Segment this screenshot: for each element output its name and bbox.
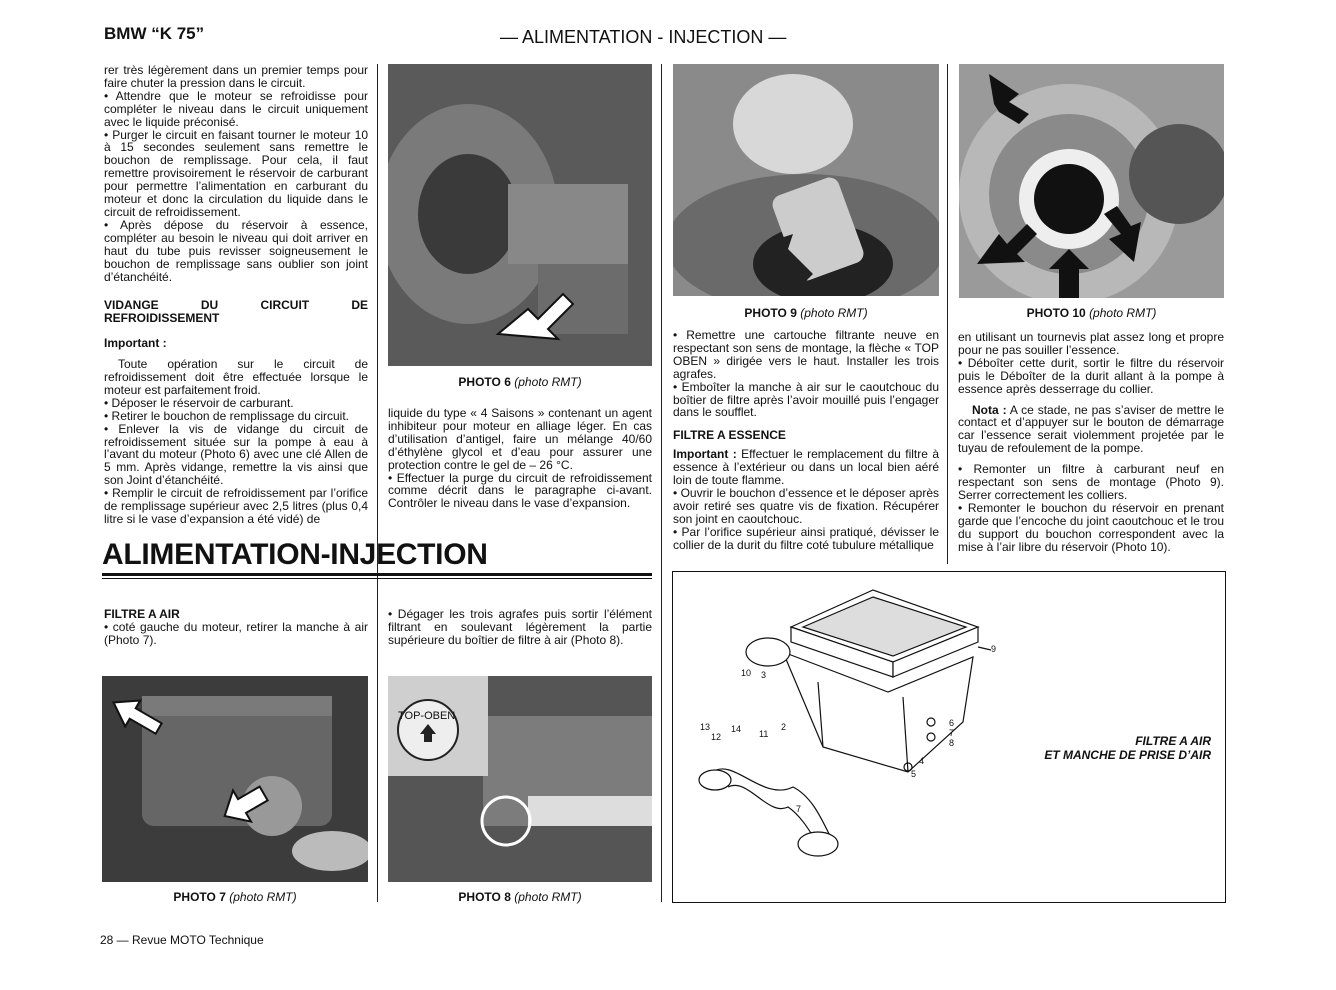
paragraph: • Déposer le réservoir de carburant.: [104, 395, 294, 410]
section-heading: FILTRE A ESSENCE: [673, 428, 786, 443]
caption-label: PHOTO 9: [744, 306, 797, 320]
caption-credit: (photo RMT): [800, 306, 868, 320]
page-footer: 28 — Revue MOTO Technique: [100, 933, 264, 947]
photo-10-caption: [959, 306, 1224, 320]
air-box-photo-image: [102, 676, 368, 882]
paragraph: rer très légèrement dans un premier temps pour faire chuter la pression dans le circuit.: [104, 63, 368, 90]
tank-cap-photo-image: [959, 64, 1224, 298]
caption-label: PHOTO 6: [458, 375, 511, 389]
important-label: Important :: [104, 336, 167, 351]
callout-6: 6: [949, 718, 955, 728]
paragraph: • Dégager les trois agrafes puis sortir l’élément filtrant en soulevant légèrement la partie supérieure du boîtier de filtre à air (Photo 8).: [388, 607, 652, 647]
callout-2: 2: [781, 722, 787, 732]
photo-8-caption: [388, 890, 652, 904]
important-label: Important :: [673, 447, 737, 462]
engine-photo-image: [388, 64, 652, 366]
title-rule: [102, 578, 652, 579]
callout-3: 3: [761, 670, 767, 680]
photo-6-caption: [388, 375, 652, 389]
callout-4: 4: [919, 756, 925, 766]
caption-credit: (photo RMT): [229, 890, 297, 904]
diagram-title-line1: FILTRE A AIR: [1135, 734, 1211, 748]
caption-label: PHOTO 7: [173, 890, 226, 904]
callout-10: 10: [741, 668, 752, 678]
caption-label: PHOTO 8: [458, 890, 511, 904]
paragraph: • Remonter le bouchon du réservoir en prenant garde que l’encoche du joint caoutchouc et le trou du support du bouchon correspondent avec la mise à l’air libre du réservoir (Photo 10).: [958, 500, 1224, 554]
column-1-text: [104, 64, 368, 526]
top-oben-label: TOP-OBEN: [398, 710, 456, 722]
filtre-air-text: [104, 608, 368, 647]
paragraph: • Par l’orifice supérieur ainsi pratiqué, dévisser le collier de la durit du filtre coté tubulure métallique: [673, 524, 939, 552]
callout-14: 14: [731, 724, 742, 734]
column-2-text: [388, 407, 652, 510]
column-4-text: [958, 331, 1224, 554]
paragraph: • Enlever la vis de vidange du circuit de refroidissement située sur la pompe à eau à l’avant du moteur (Photo 6) avec une clé Allen de 5 mm. Après vidange, remettre la vis ainsi que son Joint d’étanchéité.: [104, 421, 368, 488]
caption-credit: (photo RMT): [514, 375, 582, 389]
fuel-filter-photo-image: [673, 64, 939, 296]
callout-7b: 7: [796, 804, 802, 814]
page-header-left: BMW “K 75”: [104, 24, 205, 43]
section-title: ALIMENTATION-INJECTION: [102, 538, 488, 571]
page-header-center: — ALIMENTATION - INJECTION —: [500, 27, 787, 47]
photo-10: [959, 64, 1224, 298]
photo-9: [673, 64, 939, 296]
paragraph: • Après dépose du réservoir à essence, compléter au besoin le niveau qui doit arriver en haut du tube puis revisser soigneusement le bouchon de remplissage sans oublier son joint d’étanchéité.: [104, 217, 368, 284]
callout-5: 5: [911, 769, 917, 779]
callout-11: 11: [759, 729, 769, 739]
paragraph: • Remplir le circuit de refroidissement par l’orifice de remplissage supérieur avec 2,5 litres (plus 0,4 litre si le vase d’expansion a été vidé) de: [104, 486, 368, 526]
callout-7: 7: [949, 728, 955, 738]
filtre-air-text-2: [388, 608, 652, 647]
column-3-text: [673, 329, 939, 552]
exploded-diagram: [672, 571, 1226, 903]
paragraph: • Remettre une cartouche filtrante neuve en respectant son sens de montage, la flèche « TOP OBEN » dirigée vers le haut. Installer les trois agrafes.: [673, 328, 939, 381]
diagram-title: [1025, 734, 1211, 762]
diagram-title-line2: ET MANCHE DE PRISE D’AIR: [1044, 748, 1211, 762]
column-divider: [377, 64, 378, 902]
photo-7: [102, 676, 368, 882]
paragraph: en utilisant un tournevis plat assez long et propre pour ne pas souiller l’essence.: [958, 330, 1224, 357]
paragraph: • coté gauche du moteur, retirer la manche à air (Photo 7).: [104, 619, 368, 647]
paragraph: • Remonter un filtre à carburant neuf en respectant son sens de montage (Photo 9). Serrer correctement les colliers.: [958, 462, 1224, 502]
section-heading: VIDANGE DU CIRCUIT DE REFROIDISSEMENT: [104, 298, 368, 326]
column-divider: [661, 64, 662, 902]
column-divider: [947, 64, 948, 564]
paragraph: • Emboîter la manche à air sur le caoutchouc du boîtier de filtre après l’avoir mouillé puis l’engager dans le soufflet.: [673, 379, 939, 420]
section-heading: FILTRE A AIR: [104, 607, 180, 621]
photo-7-caption: [102, 890, 368, 904]
photo-8: [388, 676, 652, 882]
paragraph: • Déboîter cette durit, sortir le filtre du réservoir puis le Déboîter de la durit allant à la pompe à essence après desserrage du collier.: [958, 355, 1224, 396]
paragraph: liquide du type « 4 Saisons » contenant un agent inhibiteur pour moteur en alliage léger. En cas d’utilisation d’antigel, faire un mélange 40/60 d’éthylène glycol et d’eau pour assurer une protection contre le gel de – 26 °C.: [388, 406, 652, 472]
paragraph: • Ouvrir le bouchon d’essence et le déposer après avoir retiré ses quatre vis de fixation. Récupérer son joint en caoutchouc.: [673, 485, 939, 526]
caption-credit: (photo RMT): [514, 890, 582, 904]
paragraph: • Attendre que le moteur se refroidisse pour compléter le niveau dans le circuit uniquement avec le liquide préconisé.: [104, 88, 368, 129]
air-filter-photo-image: [388, 676, 652, 882]
paragraph: • Retirer le bouchon de remplissage du circuit.: [104, 408, 349, 423]
paragraph: • Purger le circuit en faisant tourner le moteur 10 à 15 secondes seulement sans remettre le bouchon de remplissage. Pour cela, il faut remettre provisoirement le réservoir de carburant pour permettre l’alimentation en carburant du moteur et donc la circulation du liquide dans le circuit de refroidissement.: [104, 127, 368, 219]
callout-9: 9: [991, 644, 997, 654]
paragraph: Toute opération sur le circuit de refroidissement doit être effectuée lorsque le moteur est parfaitement froid.: [104, 357, 368, 397]
callout-13: 13: [700, 722, 711, 732]
caption-credit: (photo RMT): [1089, 306, 1157, 320]
paragraph: A ce stade, ne pas s’aviser de mettre le contact et d’appuyer sur le bouton de démarrage car l’essence serait violemment projetée par le tuyau de refoulement de la pompe.: [958, 402, 1225, 456]
photo-9-caption: [673, 306, 939, 320]
nota-label: Nota :: [972, 402, 1007, 417]
caption-label: PHOTO 10: [1026, 306, 1086, 320]
paragraph: Effectuer le remplacement du filtre à essence à l’extérieur ou dans un local bien aéré loin de toute flamme.: [673, 447, 939, 488]
callout-12: 12: [711, 732, 722, 742]
paragraph: • Effectuer la purge du circuit de refroidissement comme décrit dans le paragraphe ci-avant. Contrôler le niveau dans le vase d’expansion.: [388, 470, 652, 511]
photo-6: [388, 64, 652, 366]
callout-8: 8: [949, 738, 955, 748]
title-rule: [102, 573, 652, 576]
